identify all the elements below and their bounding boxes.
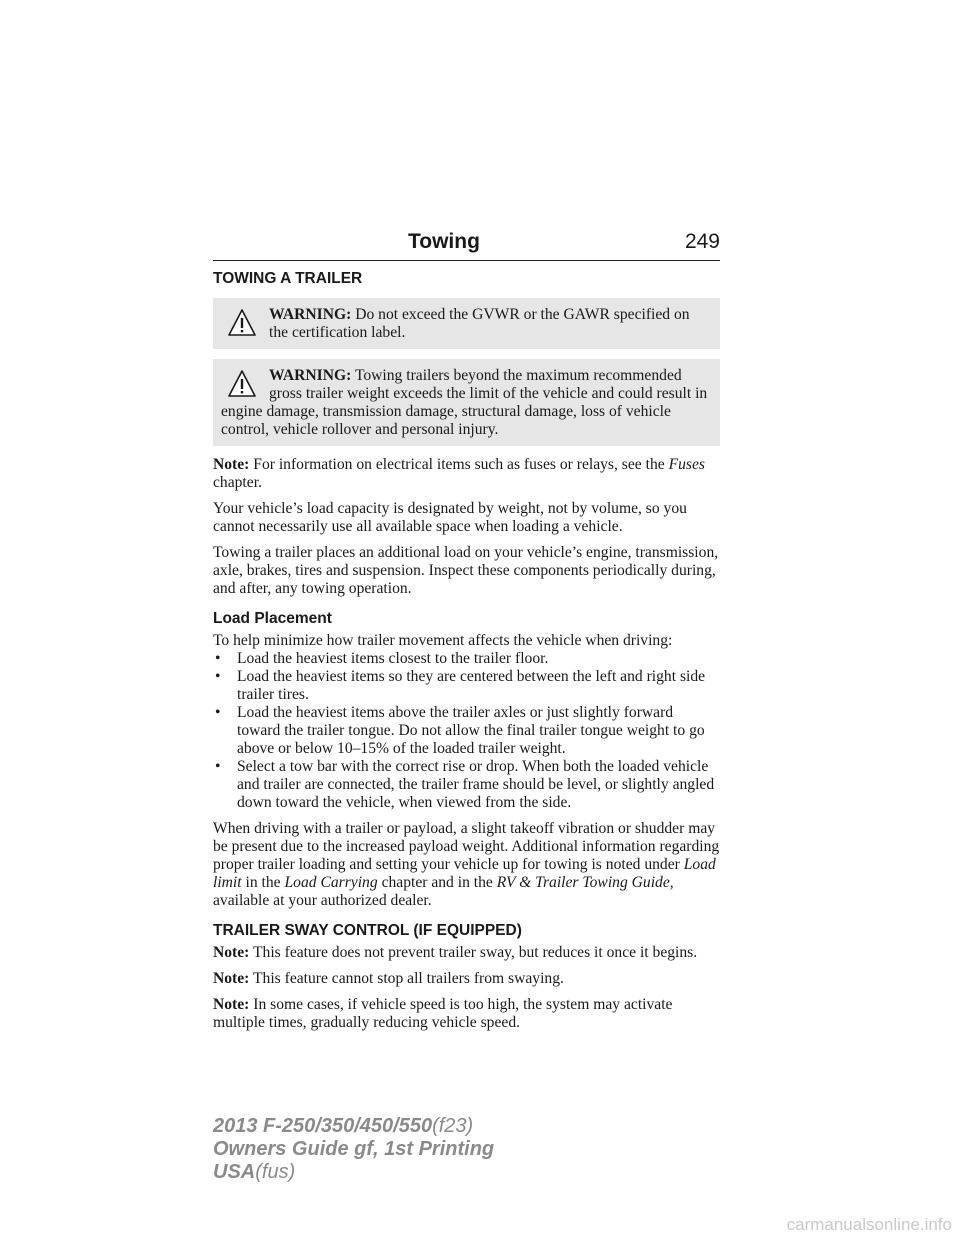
paragraph-text: chapter and in the [381,874,493,891]
list-item-text: Select a tow bar with the correct rise or drop. When both the loaded vehicle and trailer are connected, the trailer frame should be level, or slightly angled down toward the vehicle, when viewed from the side. [237,758,715,811]
footer-model: 2013 F-250/350/450/550 [213,1115,433,1137]
warning-box [213,298,720,349]
section-title: Towing [408,230,480,253]
list-item-text: Load the heaviest items above the trailer axles or just slightly forward toward the trailer tongue. Do not allow the final trailer tongue weight to go above or below 10–15% of the loaded trailer weight. [237,704,705,757]
bullet: • [215,668,221,685]
note-text: This feature does not prevent trailer sway, but reduces it once it begins. [253,944,698,961]
heading-load-placement: Load Placement [213,610,332,627]
list-item [213,668,720,704]
page-content [213,270,720,1040]
note-fuses [213,456,720,492]
list-item [213,650,720,668]
print-footer [213,1115,494,1184]
paragraph-text: available at your authorized dealer. [213,892,432,909]
paragraph-load-capacity: Your vehicle’s load capacity is designated by weight, not by volume, so you cannot necessarily use all available space when loading a vehicle. [213,500,687,535]
reference-rv-trailer-guide: RV & Trailer Towing Guide, [496,874,674,891]
heading-towing-a-trailer: TOWING A TRAILER [213,270,363,287]
paragraph-payload [213,820,720,910]
page-number: 249 [684,230,720,253]
list-item [213,704,720,758]
note-label: Note: [213,996,250,1013]
bullet: • [215,758,221,775]
note-sway [213,944,720,962]
paragraph-text: When driving with a trailer or payload, a slight takeoff vibration or shudder may be present due to the increased payload weight. Additional information regarding proper trailer loading and setting your vehicle up for towing is noted under [213,820,720,873]
warning-triangle-icon [227,308,257,338]
paragraph-additional-load: Towing a trailer places an additional load on your vehicle’s engine, transmission, axle, brakes, tires and suspension. Inspect these components periodically during, and after, any towing operation. [213,544,719,597]
note-sway [213,970,720,988]
note-label: Note: [213,944,250,961]
note-text: For information on electrical items such as fuses or relays, see the [253,456,665,473]
load-placement-list [213,650,720,812]
footer-printing: Owners Guide gf, 1st Printing [213,1138,495,1160]
warning-label: WARNING: [269,306,352,323]
note-label: Note: [213,970,250,987]
note-text: This feature cannot stop all trailers from swaying. [253,970,564,987]
warning-text: Towing trailers beyond the maximum recommended gross trailer weight exceeds the limit of the vehicle and could result in engine damage, transmission damage, structural damage, loss of vehicle control, vehicle rollover and personal injury. [221,367,708,438]
load-intro: To help minimize how trailer movement affects the vehicle when driving: [213,632,673,649]
footer-code: (f23) [432,1115,474,1137]
reference-load-limit: Load limit [213,856,716,891]
warning-box [213,359,720,446]
reference-load-carrying: Load Carrying [284,874,378,891]
warning-label: WARNING: [269,367,352,384]
warning-triangle-icon [227,369,257,399]
warning-text: Do not exceed the GVWR or the GAWR specified on the certification label. [269,306,690,341]
list-item-text: Load the heaviest items so they are centered between the left and right side trailer tires. [237,668,706,703]
list-item-text: Load the heaviest items closest to the trailer floor. [237,650,549,667]
footer-region-code: (fus) [255,1161,296,1183]
paragraph-text: in the [245,874,281,891]
bullet: • [215,704,221,721]
footer-region: USA [213,1161,256,1183]
list-item [213,758,720,812]
bullet: • [215,650,221,667]
note-text: In some cases, if vehicle speed is too high, the system may activate multiple times, gradually reducing vehicle speed. [213,996,673,1031]
note-sway [213,996,720,1032]
watermark: carmanualsonline.info [786,1215,952,1234]
chapter-reference-fuses: Fuses [668,456,705,473]
page-header [213,226,720,261]
note-label: Note: [213,456,250,473]
heading-trailer-sway-control: TRAILER SWAY CONTROL (IF EQUIPPED) [213,922,522,939]
note-tail: chapter. [213,474,262,491]
